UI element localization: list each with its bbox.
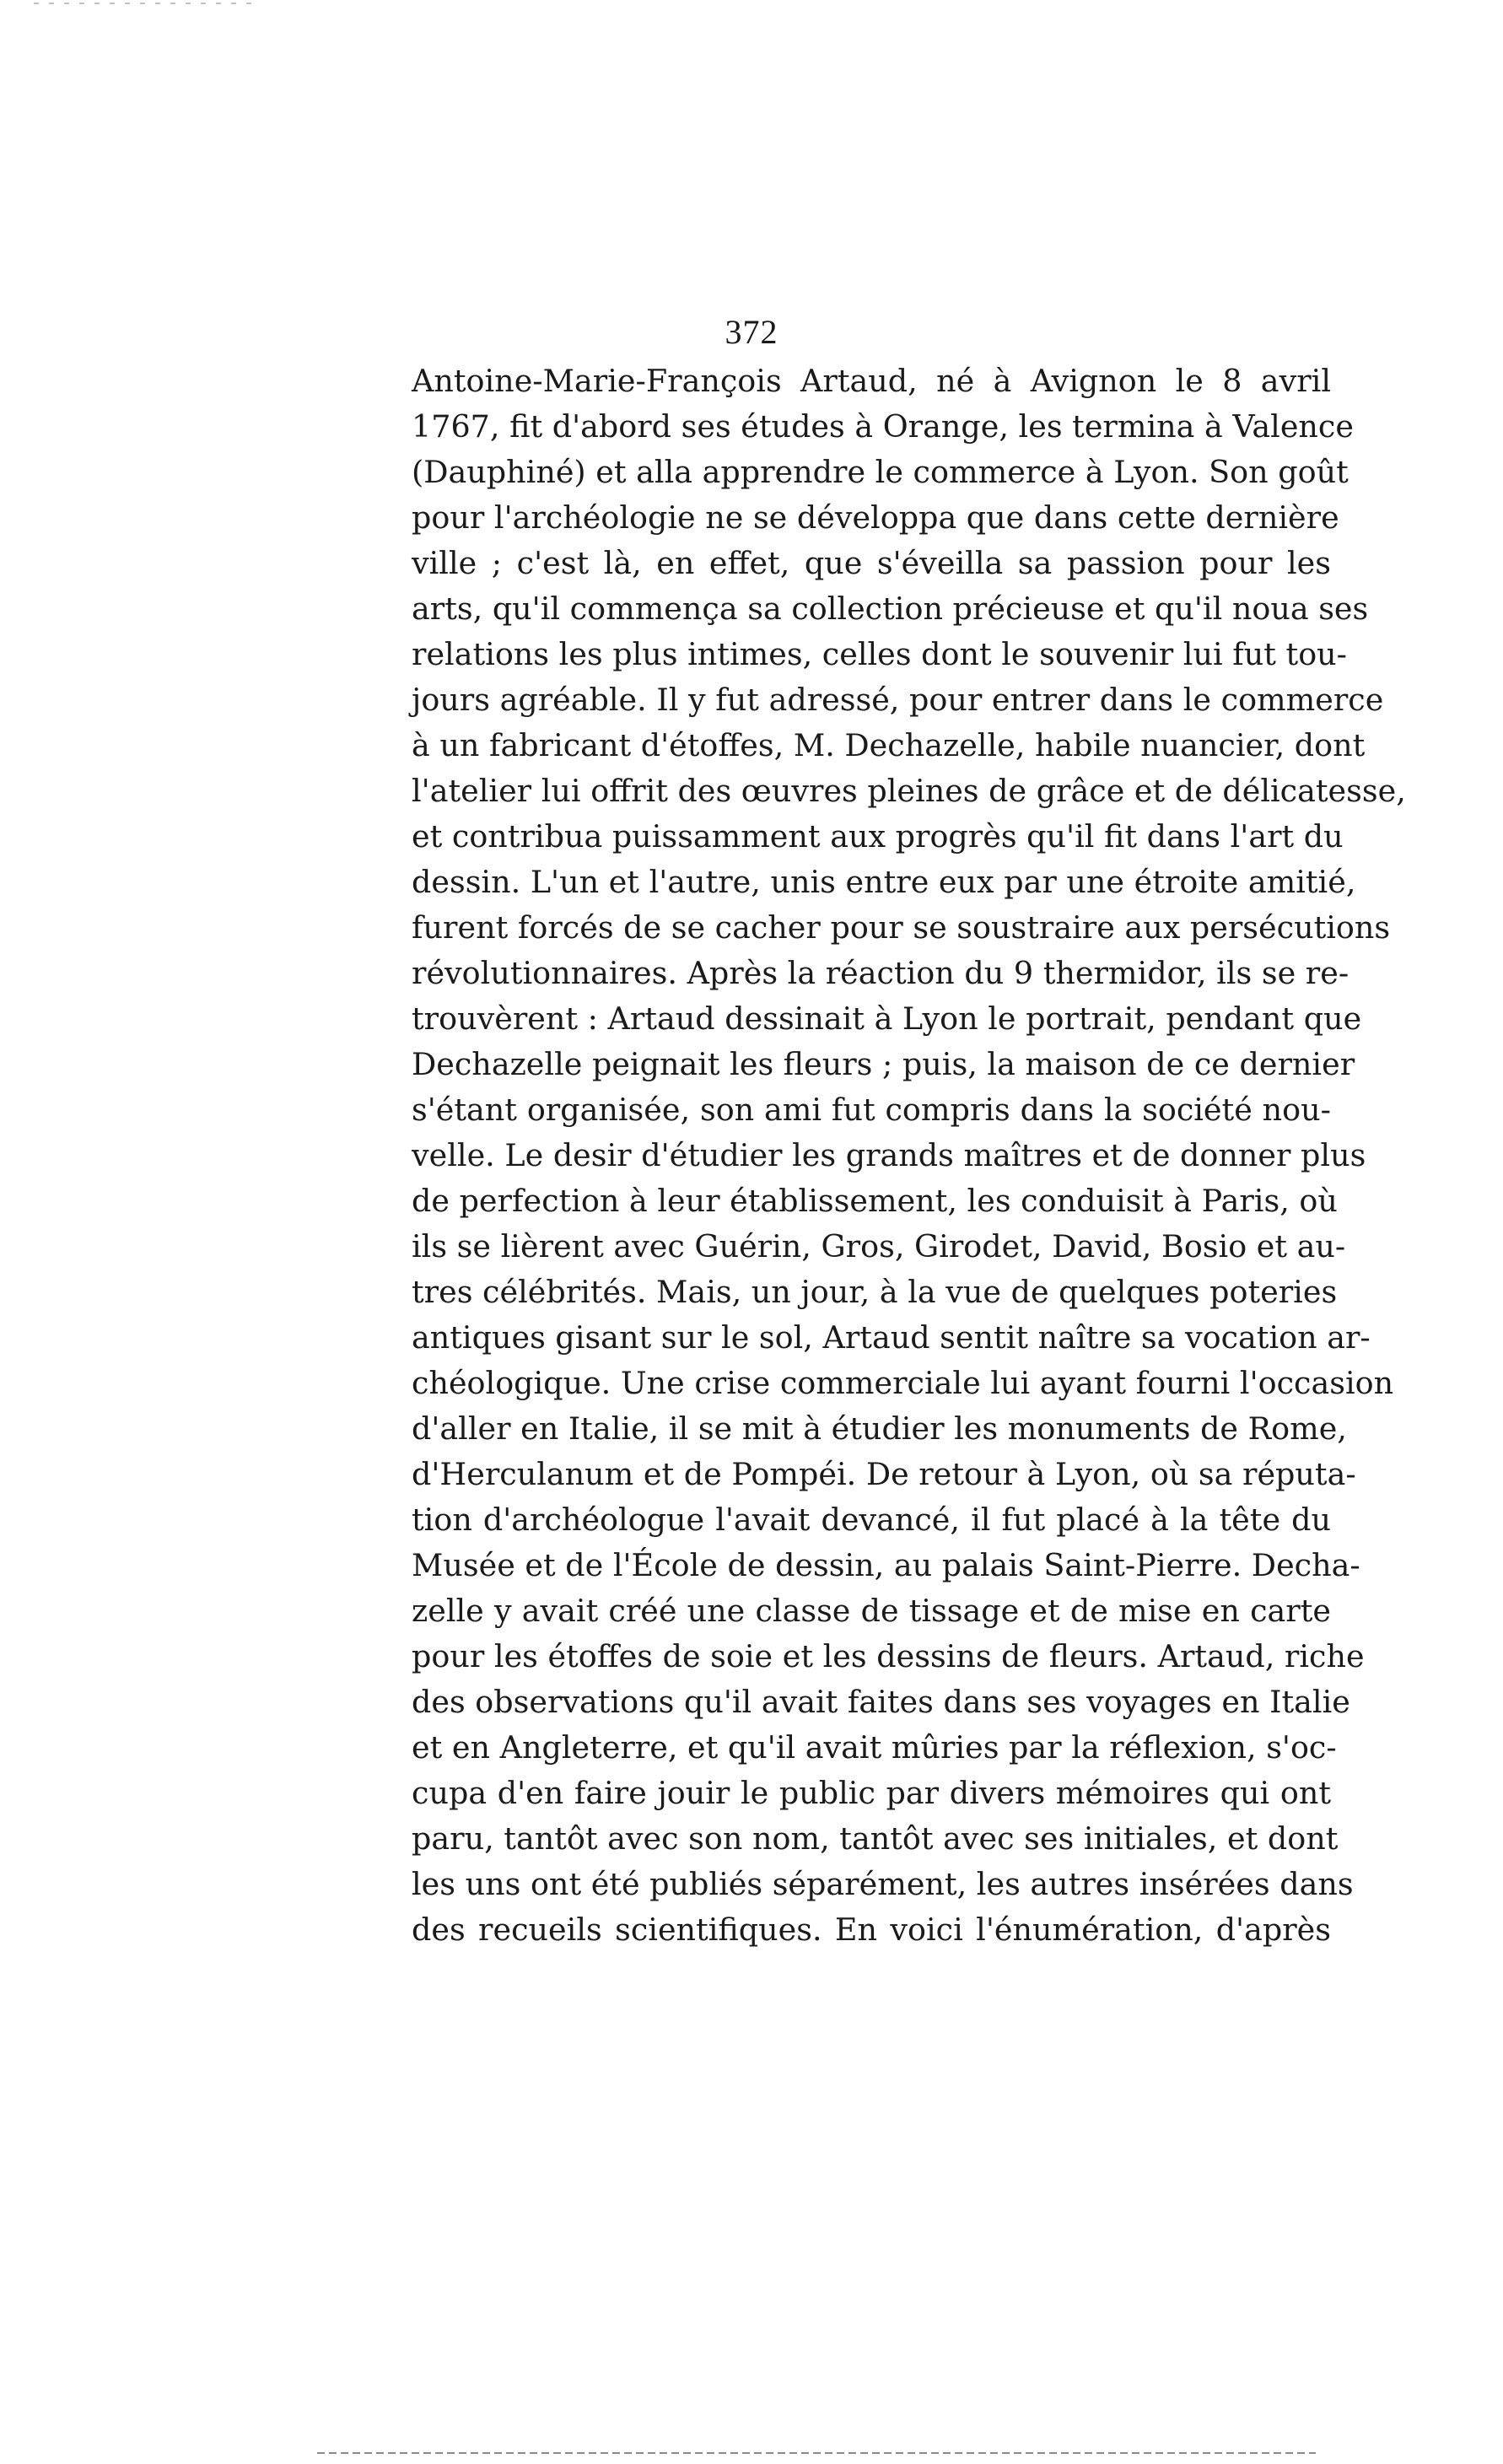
- text-line: à un fabricant d'étoffes, M. Dechazelle, habile nuancier, dont: [412, 727, 1366, 763]
- text-line: des observations qu'il avait faites dans ses voyages en Italie: [412, 1684, 1350, 1720]
- text-line: 1767, fit d'abord ses études à Orange, les termina à Valence: [412, 408, 1354, 445]
- text-line: pour l'archéologie ne se développa que dans cette dernière: [412, 499, 1339, 536]
- text-line: des recueils scientifiques. En voici l'énumération, d'après: [412, 1911, 1331, 1948]
- text-line: de perfection à leur établissement, les conduisit à Paris, où: [412, 1183, 1338, 1219]
- text-line: tres célébrités. Mais, un jour, à la vue de quelques poteries: [412, 1274, 1338, 1310]
- body-text: [412, 359, 1406, 1953]
- scan-edge-marks: [34, 3, 253, 4]
- text-line: Musée et de l'École de dessin, au palais Saint-Pierre. Decha-: [412, 1547, 1360, 1583]
- text-line: trouvèrent : Artaud dessinait à Lyon le portrait, pendant que: [412, 1000, 1362, 1037]
- text-line: ville ; c'est là, en effet, que s'éveilla sa passion pour les: [412, 545, 1331, 581]
- text-line: paru, tantôt avec son nom, tantôt avec ses initiales, et dont: [412, 1820, 1339, 1857]
- text-line: s'étant organisée, son ami fut compris dans la société nou-: [412, 1092, 1331, 1128]
- text-line: tion d'archéologue l'avait devancé, il fut placé à la tête du: [412, 1502, 1331, 1538]
- text-line: arts, qu'il commença sa collection précieuse et qu'il noua ses: [412, 590, 1369, 627]
- text-line: Dechazelle peignait les fleurs ; puis, la maison de ce dernier: [412, 1046, 1355, 1082]
- text-line: relations les plus intimes, celles dont le souvenir lui fut tou-: [412, 636, 1348, 672]
- text-line: jours agréable. Il y fut adressé, pour entrer dans le commerce: [412, 682, 1384, 718]
- page-number: 372: [725, 313, 778, 351]
- text-line: les uns ont été publiés séparément, les autres insérées dans: [412, 1866, 1354, 1902]
- text-line: révolutionnaires. Après la réaction du 9 thermidor, ils se re-: [412, 955, 1349, 991]
- text-line: l'atelier lui offrit des œuvres pleines de grâce et de délicatesse,: [412, 773, 1406, 809]
- text-line: furent forcés de se cacher pour se soustraire aux persécutions: [412, 909, 1391, 946]
- text-line: (Dauphiné) et alla apprendre le commerce à Lyon. Son goût: [412, 454, 1349, 490]
- text-line: cupa d'en faire jouir le public par divers mémoires qui ont: [412, 1775, 1331, 1811]
- text-line: ils se lièrent avec Guérin, Gros, Girodet, David, Bosio et au-: [412, 1228, 1346, 1264]
- text-line: chéologique. Une crise commerciale lui ayant fourni l'occasion: [412, 1365, 1394, 1401]
- text-line: [412, 359, 1331, 404]
- text-line: zelle y avait créé une classe de tissage et de mise en carte: [412, 1593, 1331, 1629]
- scan-bottom-edge: [317, 2452, 1316, 2454]
- text-line: d'Herculanum et de Pompéi. De retour à Lyon, où sa réputa-: [412, 1456, 1356, 1492]
- line-1-lead: Antoine-Marie-François Artaud, né à Avignon le 8 avril: [412, 363, 1331, 399]
- text-line: antiques gisant sur le sol, Artaud sentit naître sa vocation ar-: [412, 1319, 1371, 1356]
- text-line: pour les étoffes de soie et les dessins de fleurs. Artaud, riche: [412, 1638, 1365, 1674]
- text-line: dessin. L'un et l'autre, unis entre eux par une étroite amitié,: [412, 864, 1356, 900]
- text-line: et en Angleterre, et qu'il avait mûries par la réflexion, s'oc-: [412, 1729, 1337, 1766]
- text-line: et contribua puissamment aux progrès qu'il fit dans l'art du: [412, 818, 1344, 855]
- text-line: d'aller en Italie, il se mit à étudier les monuments de Rome,: [412, 1410, 1347, 1447]
- text-line: velle. Le desir d'étudier les grands maîtres et de donner plus: [412, 1137, 1366, 1173]
